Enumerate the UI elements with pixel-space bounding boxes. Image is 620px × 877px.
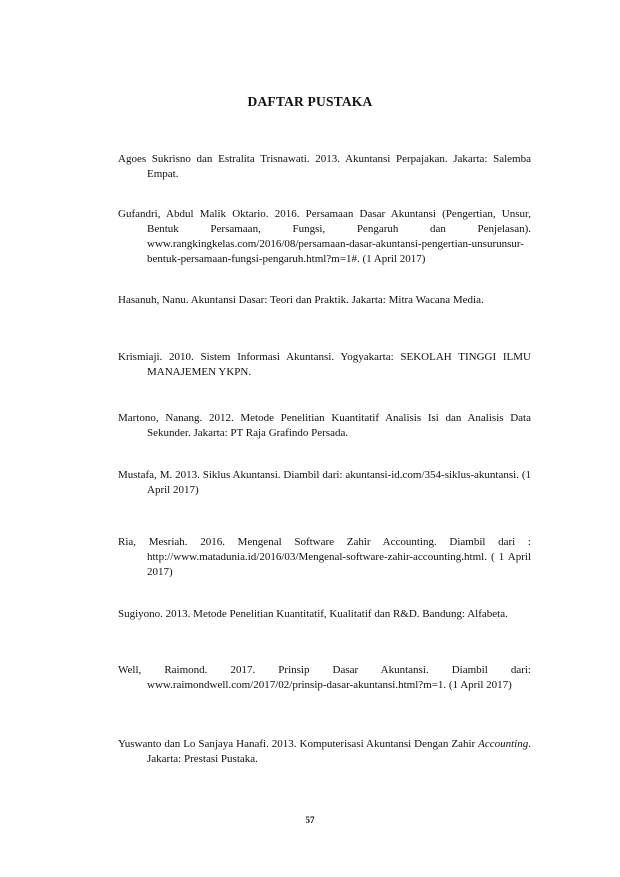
reference-text: . Jakarta: Prestasi Pustaka.: [147, 738, 531, 765]
reference-entry: [118, 737, 531, 767]
reference-entry: Hasanuh, Nanu. Akuntansi Dasar: Teori dan Praktik. Jakarta: Mitra Wacana Media.: [118, 294, 484, 306]
reference-entry: Krismiaji. 2010. Sistem Informasi Akuntansi. Yogyakarta: SEKOLAH TINGGI ILMU MANAJEMEN YKPN.: [118, 351, 531, 378]
reference-entry: Agoes Sukrisno dan Estralita Trisnawati. 2013. Akuntansi Perpajakan. Jakarta: Salemba Empat.: [118, 153, 531, 180]
reference-italic-text: Accounting: [478, 738, 529, 750]
page-title: DAFTAR PUSTAKA: [247, 94, 373, 109]
reference-entry: Well, Raimond. 2017. Prinsip Dasar Akuntansi. Diambil dari: www.raimondwell.com/2017/02/prinsip-dasar-akuntansi.html?m=1. (1 April 2017): [118, 664, 531, 691]
reference-entry: Mustafa, M. 2013. Siklus Akuntansi. Diambil dari: akuntansi-id.com/354-siklus-akuntansi. (1 April 2017): [118, 469, 531, 496]
reference-entry: Sugiyono. 2013. Metode Penelitian Kuantitatif, Kualitatif dan R&D. Bandung: Alfabeta.: [118, 608, 508, 620]
reference-entry: Ria, Mesriah. 2016. Mengenal Software Zahir Accounting. Diambil dari : http://www.matadunia.id/2016/03/Mengenal-software-zahir-accounting.html. ( 1 April 2017): [118, 536, 531, 578]
reference-text: Yuswanto dan Lo Sanjaya Hanafi. 2013. Komputerisasi Akuntansi Dengan Zahir: [118, 738, 479, 750]
reference-entry: Gufandri, Abdul Malik Oktario. 2016. Persamaan Dasar Akuntansi (Pengertian, Unsur, Bentuk Persamaan, Fungsi, Pengaruh dan Penjelasan). www.rangkingkelas.com/2016/08/persamaan-dasar-akuntansi-pengertian-unsurunsur-bentuk-persamaan-fungsi-pengaruh.html?m=1#. (1 April 2017): [118, 208, 531, 265]
page-number: 57: [305, 815, 315, 825]
reference-entry: Martono, Nanang. 2012. Metode Penelitian Kuantitatif Analisis Isi dan Analisis Data Sekunder. Jakarta: PT Raja Grafindo Persada.: [118, 412, 531, 439]
